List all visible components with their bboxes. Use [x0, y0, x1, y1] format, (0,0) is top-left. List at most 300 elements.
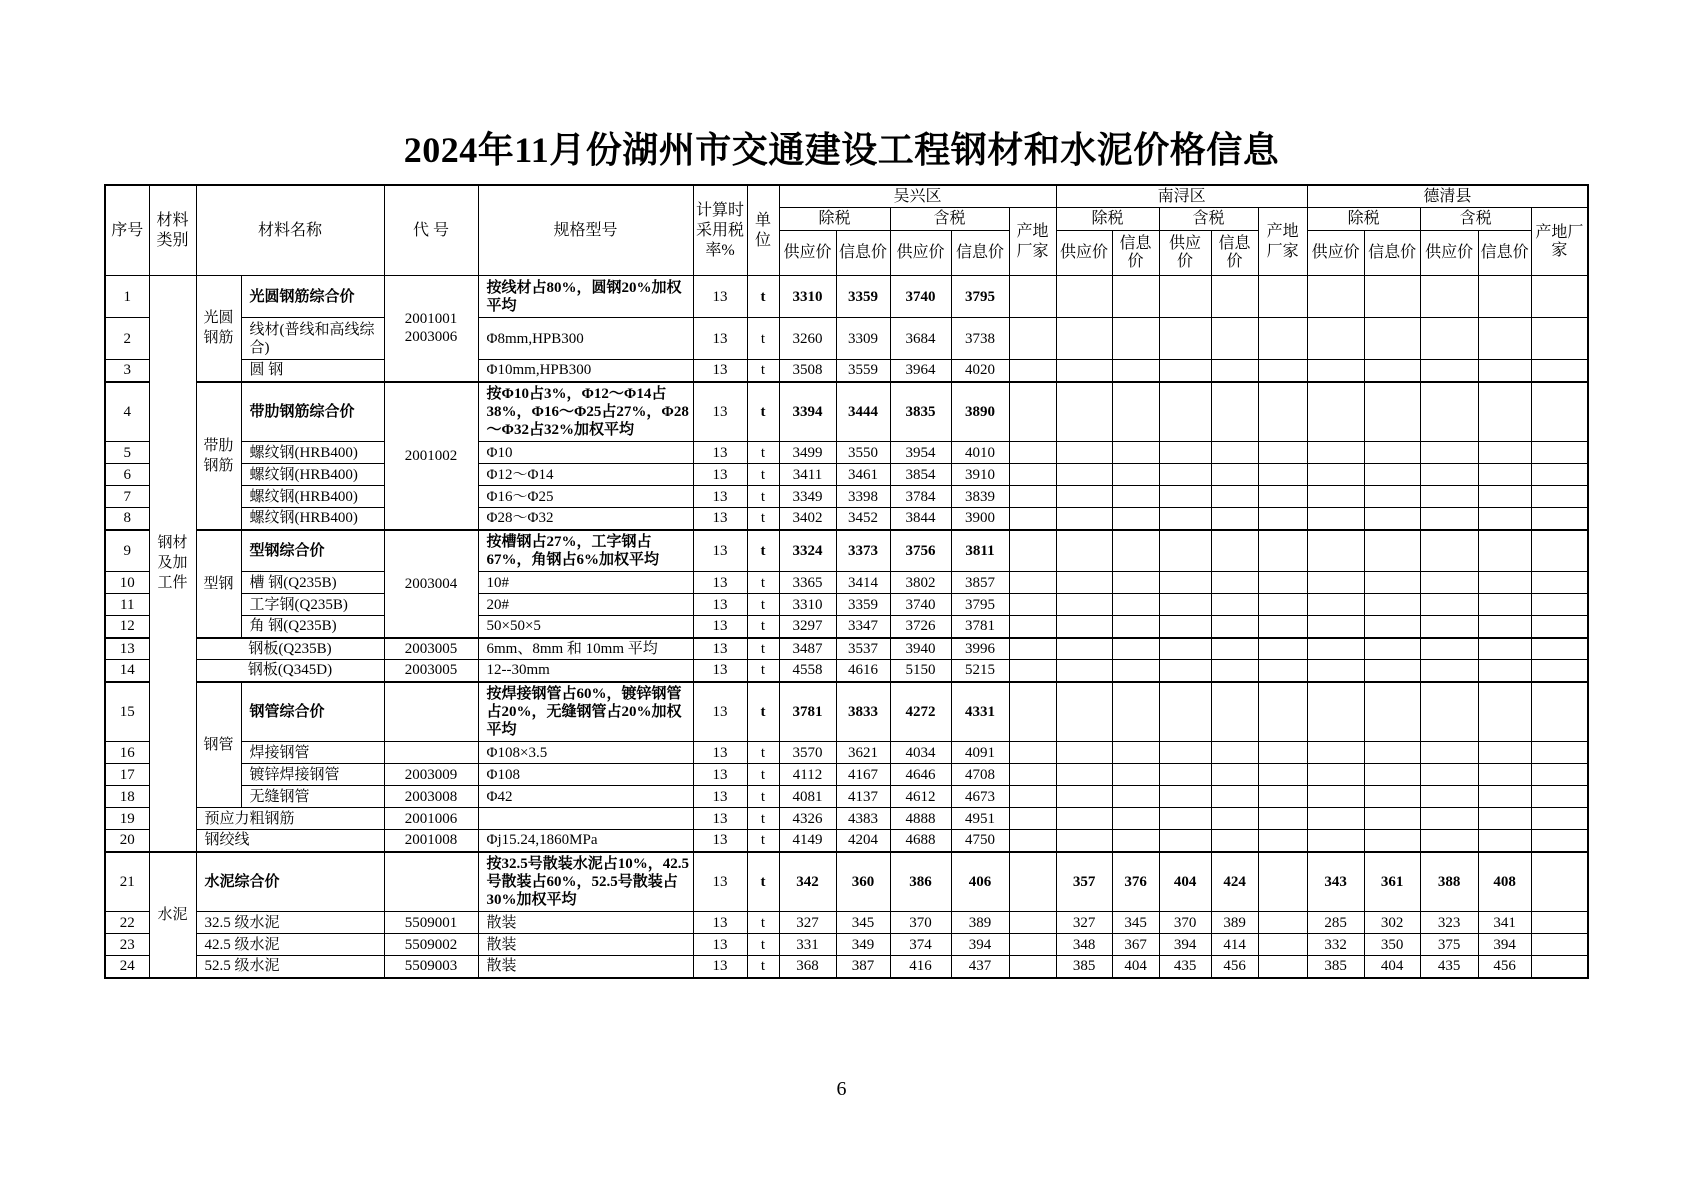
price-cell — [1159, 442, 1211, 464]
price-cell: 3349 — [779, 486, 836, 508]
spec-cell: 散装 — [478, 956, 693, 978]
price-cell — [1211, 616, 1258, 638]
origin-cell — [1258, 682, 1307, 742]
price-cell — [1364, 318, 1420, 360]
unit-cell: t — [747, 530, 779, 572]
price-cell: 3854 — [890, 464, 951, 486]
price-cell — [1211, 508, 1258, 530]
price-cell — [1364, 830, 1420, 852]
origin-cell — [1531, 616, 1588, 638]
price-cell — [1420, 530, 1478, 572]
seq-cell: 13 — [105, 638, 149, 660]
header-info-price: 信息价 — [1211, 231, 1258, 276]
seq-cell: 20 — [105, 830, 149, 852]
tax-rate-cell: 13 — [693, 830, 747, 852]
price-cell — [1159, 616, 1211, 638]
tax-rate-cell: 13 — [693, 742, 747, 764]
price-cell: 376 — [1112, 852, 1159, 912]
subcategory-cell: 型钢 — [196, 530, 241, 638]
unit-cell: t — [747, 852, 779, 912]
origin-cell — [1531, 852, 1588, 912]
price-cell — [1056, 830, 1112, 852]
header-material-name: 材料名称 — [196, 185, 384, 276]
price-cell: 3452 — [836, 508, 890, 530]
header-supply-price: 供应价 — [1420, 231, 1478, 276]
origin-cell — [1009, 382, 1056, 442]
unit-cell: t — [747, 508, 779, 530]
seq-cell: 12 — [105, 616, 149, 638]
price-cell: 3781 — [951, 616, 1009, 638]
price-cell — [1478, 638, 1531, 660]
origin-cell — [1531, 660, 1588, 682]
price-cell: 3559 — [836, 360, 890, 382]
header-info-price: 信息价 — [836, 231, 890, 276]
price-cell: 3795 — [951, 276, 1009, 318]
price-cell — [1478, 360, 1531, 382]
price-cell — [1056, 764, 1112, 786]
price-cell — [1364, 572, 1420, 594]
spec-cell: 6mm、8mm 和 10mm 平均 — [478, 638, 693, 660]
price-cell: 408 — [1478, 852, 1531, 912]
seq-cell: 3 — [105, 360, 149, 382]
seq-cell: 24 — [105, 956, 149, 978]
origin-cell — [1009, 486, 1056, 508]
material-name-cell: 预应力粗钢筋 — [196, 808, 384, 830]
price-cell: 3900 — [951, 508, 1009, 530]
price-cell: 3940 — [890, 638, 951, 660]
material-name-cell: 镀锌焊接钢管 — [241, 764, 384, 786]
unit-cell: t — [747, 660, 779, 682]
material-name-cell: 焊接钢管 — [241, 742, 384, 764]
price-cell — [1420, 442, 1478, 464]
price-cell — [1307, 360, 1364, 382]
tax-rate-cell: 13 — [693, 486, 747, 508]
price-cell — [1478, 660, 1531, 682]
price-table — [104, 184, 1589, 979]
spec-cell: Φj15.24,1860MPa — [478, 830, 693, 852]
price-cell — [1159, 764, 1211, 786]
header-info-price: 信息价 — [1478, 231, 1531, 276]
price-cell — [1420, 594, 1478, 616]
spec-cell: Φ10 — [478, 442, 693, 464]
origin-cell — [1009, 318, 1056, 360]
price-cell: 3740 — [890, 276, 951, 318]
origin-cell — [1258, 742, 1307, 764]
unit-cell: t — [747, 382, 779, 442]
price-cell — [1307, 276, 1364, 318]
price-cell — [1307, 786, 1364, 808]
price-cell — [1307, 660, 1364, 682]
price-cell — [1211, 808, 1258, 830]
price-cell — [1307, 682, 1364, 742]
price-cell: 375 — [1420, 934, 1478, 956]
price-cell: 4272 — [890, 682, 951, 742]
header-code: 代 号 — [384, 185, 478, 276]
price-cell — [1478, 786, 1531, 808]
origin-cell — [1009, 808, 1056, 830]
tax-rate-cell: 13 — [693, 638, 747, 660]
subcategory-cell: 钢管 — [196, 682, 241, 808]
code-cell: 2003005 — [384, 660, 478, 682]
spec-cell: 50×50×5 — [478, 616, 693, 638]
table-row — [105, 318, 1588, 360]
header-supply-price: 供应价 — [890, 231, 951, 276]
price-cell — [1420, 572, 1478, 594]
price-cell: 367 — [1112, 934, 1159, 956]
origin-cell — [1009, 638, 1056, 660]
origin-cell — [1531, 830, 1588, 852]
price-cell — [1112, 508, 1159, 530]
price-cell — [1364, 764, 1420, 786]
price-cell — [1364, 360, 1420, 382]
price-cell — [1364, 638, 1420, 660]
origin-cell — [1258, 764, 1307, 786]
spec-cell: Φ42 — [478, 786, 693, 808]
origin-cell — [1531, 682, 1588, 742]
price-cell — [1307, 638, 1364, 660]
material-name-cell: 型钢综合价 — [241, 530, 384, 572]
material-name-cell: 角 钢(Q235B) — [241, 616, 384, 638]
price-cell: 3570 — [779, 742, 836, 764]
price-cell — [1364, 382, 1420, 442]
price-cell: 3324 — [779, 530, 836, 572]
price-cell — [1056, 594, 1112, 616]
origin-cell — [1009, 682, 1056, 742]
origin-cell — [1009, 530, 1056, 572]
spec-cell: 12--30mm — [478, 660, 693, 682]
seq-cell: 14 — [105, 660, 149, 682]
code-cell: 5509002 — [384, 934, 478, 956]
price-cell — [1159, 360, 1211, 382]
material-name-cell: 圆 钢 — [241, 360, 384, 382]
table-row — [105, 682, 1588, 742]
table-row — [105, 442, 1588, 464]
origin-cell — [1009, 852, 1056, 912]
price-cell: 435 — [1159, 956, 1211, 978]
price-cell: 3996 — [951, 638, 1009, 660]
table-row — [105, 786, 1588, 808]
spec-cell: 10# — [478, 572, 693, 594]
price-cell — [1364, 442, 1420, 464]
spec-cell: Φ12～Φ14 — [478, 464, 693, 486]
price-cell — [1478, 382, 1531, 442]
price-cell: 3260 — [779, 318, 836, 360]
spec-cell: 按槽钢占27%，工字钢占67%，角钢占6%加权平均 — [478, 530, 693, 572]
price-cell — [1159, 786, 1211, 808]
origin-cell — [1258, 360, 1307, 382]
price-cell — [1420, 682, 1478, 742]
unit-cell: t — [747, 742, 779, 764]
price-cell — [1420, 318, 1478, 360]
price-cell: 357 — [1056, 852, 1112, 912]
origin-cell — [1531, 508, 1588, 530]
seq-cell: 16 — [105, 742, 149, 764]
price-cell: 3461 — [836, 464, 890, 486]
price-cell — [1307, 530, 1364, 572]
tax-rate-cell: 13 — [693, 276, 747, 318]
price-cell — [1307, 616, 1364, 638]
table-row — [105, 594, 1588, 616]
price-cell — [1112, 682, 1159, 742]
table-row — [105, 616, 1588, 638]
header-ex-tax: 除税 — [1307, 208, 1420, 231]
spec-cell: Φ28～Φ32 — [478, 508, 693, 530]
price-cell: 3857 — [951, 572, 1009, 594]
unit-cell: t — [747, 934, 779, 956]
material-name-cell: 槽 钢(Q235B) — [241, 572, 384, 594]
tax-rate-cell: 13 — [693, 682, 747, 742]
origin-cell — [1009, 442, 1056, 464]
price-cell — [1307, 572, 1364, 594]
price-cell: 3910 — [951, 464, 1009, 486]
price-cell — [1307, 594, 1364, 616]
price-cell — [1307, 808, 1364, 830]
price-cell: 389 — [1211, 912, 1258, 934]
origin-cell — [1258, 808, 1307, 830]
price-cell — [1159, 318, 1211, 360]
price-cell: 350 — [1364, 934, 1420, 956]
price-cell — [1364, 660, 1420, 682]
price-cell: 3835 — [890, 382, 951, 442]
price-cell — [1211, 764, 1258, 786]
subcategory-cell: 光圆钢筋 — [196, 276, 241, 382]
price-cell: 341 — [1478, 912, 1531, 934]
price-cell: 3499 — [779, 442, 836, 464]
spec-cell: Φ108 — [478, 764, 693, 786]
price-cell — [1420, 486, 1478, 508]
price-cell — [1112, 360, 1159, 382]
origin-cell — [1258, 830, 1307, 852]
price-cell: 360 — [836, 852, 890, 912]
origin-cell — [1258, 530, 1307, 572]
table-row — [105, 360, 1588, 382]
unit-cell: t — [747, 360, 779, 382]
seq-cell: 17 — [105, 764, 149, 786]
price-cell: 3684 — [890, 318, 951, 360]
price-cell: 3784 — [890, 486, 951, 508]
price-cell: 349 — [836, 934, 890, 956]
material-name-cell: 螺纹钢(HRB400) — [241, 508, 384, 530]
code-cell: 2001006 — [384, 808, 478, 830]
price-cell: 4558 — [779, 660, 836, 682]
price-cell: 3508 — [779, 360, 836, 382]
seq-cell: 9 — [105, 530, 149, 572]
price-cell: 327 — [1056, 912, 1112, 934]
table-row — [105, 934, 1588, 956]
code-cell: 5509003 — [384, 956, 478, 978]
price-cell — [1307, 830, 1364, 852]
seq-cell: 1 — [105, 276, 149, 318]
seq-cell: 4 — [105, 382, 149, 442]
price-cell — [1112, 742, 1159, 764]
origin-cell — [1531, 808, 1588, 830]
table-row — [105, 382, 1588, 442]
price-cell: 4326 — [779, 808, 836, 830]
unit-cell: t — [747, 956, 779, 978]
origin-cell — [1258, 464, 1307, 486]
price-cell — [1478, 594, 1531, 616]
price-cell: 3398 — [836, 486, 890, 508]
seq-cell: 11 — [105, 594, 149, 616]
origin-cell — [1009, 956, 1056, 978]
price-cell: 3444 — [836, 382, 890, 442]
seq-cell: 15 — [105, 682, 149, 742]
price-cell: 4149 — [779, 830, 836, 852]
price-cell — [1420, 508, 1478, 530]
price-cell — [1056, 382, 1112, 442]
price-cell — [1159, 594, 1211, 616]
table-row — [105, 486, 1588, 508]
seq-cell: 10 — [105, 572, 149, 594]
price-cell: 361 — [1364, 852, 1420, 912]
origin-cell — [1009, 360, 1056, 382]
price-cell — [1420, 382, 1478, 442]
price-cell: 389 — [951, 912, 1009, 934]
header-origin: 产地厂家 — [1258, 208, 1307, 276]
material-name-cell: 钢板(Q345D) — [196, 660, 384, 682]
header-supply-price: 供应价 — [1159, 231, 1211, 276]
price-cell — [1056, 276, 1112, 318]
table-row — [105, 742, 1588, 764]
price-cell: 3954 — [890, 442, 951, 464]
tax-rate-cell: 13 — [693, 956, 747, 978]
price-cell — [1307, 464, 1364, 486]
header-region-deqing: 德清县 — [1307, 185, 1588, 208]
header-info-price: 信息价 — [951, 231, 1009, 276]
origin-cell — [1009, 764, 1056, 786]
price-cell: 4673 — [951, 786, 1009, 808]
origin-cell — [1531, 486, 1588, 508]
price-cell: 4010 — [951, 442, 1009, 464]
price-cell — [1056, 508, 1112, 530]
price-cell — [1420, 360, 1478, 382]
price-cell: 4951 — [951, 808, 1009, 830]
price-cell: 388 — [1420, 852, 1478, 912]
origin-cell — [1009, 830, 1056, 852]
price-cell — [1478, 276, 1531, 318]
unit-cell: t — [747, 682, 779, 742]
price-cell — [1211, 360, 1258, 382]
price-cell — [1211, 276, 1258, 318]
tax-rate-cell: 13 — [693, 934, 747, 956]
price-cell — [1056, 530, 1112, 572]
material-name-cell: 无缝钢管 — [241, 786, 384, 808]
price-cell: 3964 — [890, 360, 951, 382]
tax-rate-cell: 13 — [693, 764, 747, 786]
origin-cell — [1009, 912, 1056, 934]
price-cell: 3740 — [890, 594, 951, 616]
material-name-cell: 32.5 级水泥 — [196, 912, 384, 934]
price-cell — [1211, 382, 1258, 442]
origin-cell — [1531, 572, 1588, 594]
price-cell — [1364, 616, 1420, 638]
price-cell: 4081 — [779, 786, 836, 808]
price-cell — [1420, 638, 1478, 660]
price-cell: 4616 — [836, 660, 890, 682]
price-cell: 3414 — [836, 572, 890, 594]
price-cell — [1307, 382, 1364, 442]
seq-cell: 19 — [105, 808, 149, 830]
price-cell — [1478, 572, 1531, 594]
price-cell: 385 — [1307, 956, 1364, 978]
origin-cell — [1258, 912, 1307, 934]
price-cell: 368 — [779, 956, 836, 978]
price-cell: 3781 — [779, 682, 836, 742]
price-cell: 3347 — [836, 616, 890, 638]
price-cell — [1307, 764, 1364, 786]
price-cell — [1478, 616, 1531, 638]
price-cell — [1112, 464, 1159, 486]
unit-cell: t — [747, 764, 779, 786]
material-name-cell: 52.5 级水泥 — [196, 956, 384, 978]
seq-cell: 2 — [105, 318, 149, 360]
table-row — [105, 508, 1588, 530]
price-cell: 327 — [779, 912, 836, 934]
material-name-cell: 钢绞线 — [196, 830, 384, 852]
header-ex-tax: 除税 — [779, 208, 890, 231]
price-cell: 435 — [1420, 956, 1478, 978]
code-cell — [384, 852, 478, 912]
price-cell — [1159, 808, 1211, 830]
price-cell: 456 — [1478, 956, 1531, 978]
price-cell: 3537 — [836, 638, 890, 660]
price-cell: 3833 — [836, 682, 890, 742]
origin-cell — [1258, 318, 1307, 360]
tax-rate-cell: 13 — [693, 464, 747, 486]
price-cell: 4137 — [836, 786, 890, 808]
seq-cell: 8 — [105, 508, 149, 530]
price-cell — [1112, 572, 1159, 594]
spec-cell — [478, 808, 693, 830]
price-cell: 424 — [1211, 852, 1258, 912]
price-cell — [1364, 530, 1420, 572]
price-cell — [1056, 572, 1112, 594]
origin-cell — [1531, 638, 1588, 660]
price-cell — [1364, 808, 1420, 830]
unit-cell: t — [747, 808, 779, 830]
spec-cell: 散装 — [478, 934, 693, 956]
price-cell — [1364, 742, 1420, 764]
header-tax-rate: 计算时采用税率% — [693, 185, 747, 276]
table-row — [105, 852, 1588, 912]
unit-cell: t — [747, 594, 779, 616]
price-cell: 385 — [1056, 956, 1112, 978]
origin-cell — [1258, 442, 1307, 464]
price-cell: 3839 — [951, 486, 1009, 508]
origin-cell — [1009, 276, 1056, 318]
origin-cell — [1258, 660, 1307, 682]
price-cell: 3310 — [779, 276, 836, 318]
price-cell — [1211, 660, 1258, 682]
header-seq: 序号 — [105, 185, 149, 276]
tax-rate-cell: 13 — [693, 852, 747, 912]
origin-cell — [1531, 442, 1588, 464]
price-cell: 5215 — [951, 660, 1009, 682]
price-cell: 4612 — [890, 786, 951, 808]
price-cell — [1307, 318, 1364, 360]
code-cell: 2003008 — [384, 786, 478, 808]
price-cell — [1159, 276, 1211, 318]
origin-cell — [1531, 934, 1588, 956]
price-cell — [1420, 276, 1478, 318]
price-cell — [1478, 530, 1531, 572]
origin-cell — [1531, 360, 1588, 382]
price-cell — [1420, 830, 1478, 852]
price-cell: 4688 — [890, 830, 951, 852]
price-cell — [1420, 808, 1478, 830]
origin-cell — [1531, 742, 1588, 764]
spec-cell: Φ16～Φ25 — [478, 486, 693, 508]
